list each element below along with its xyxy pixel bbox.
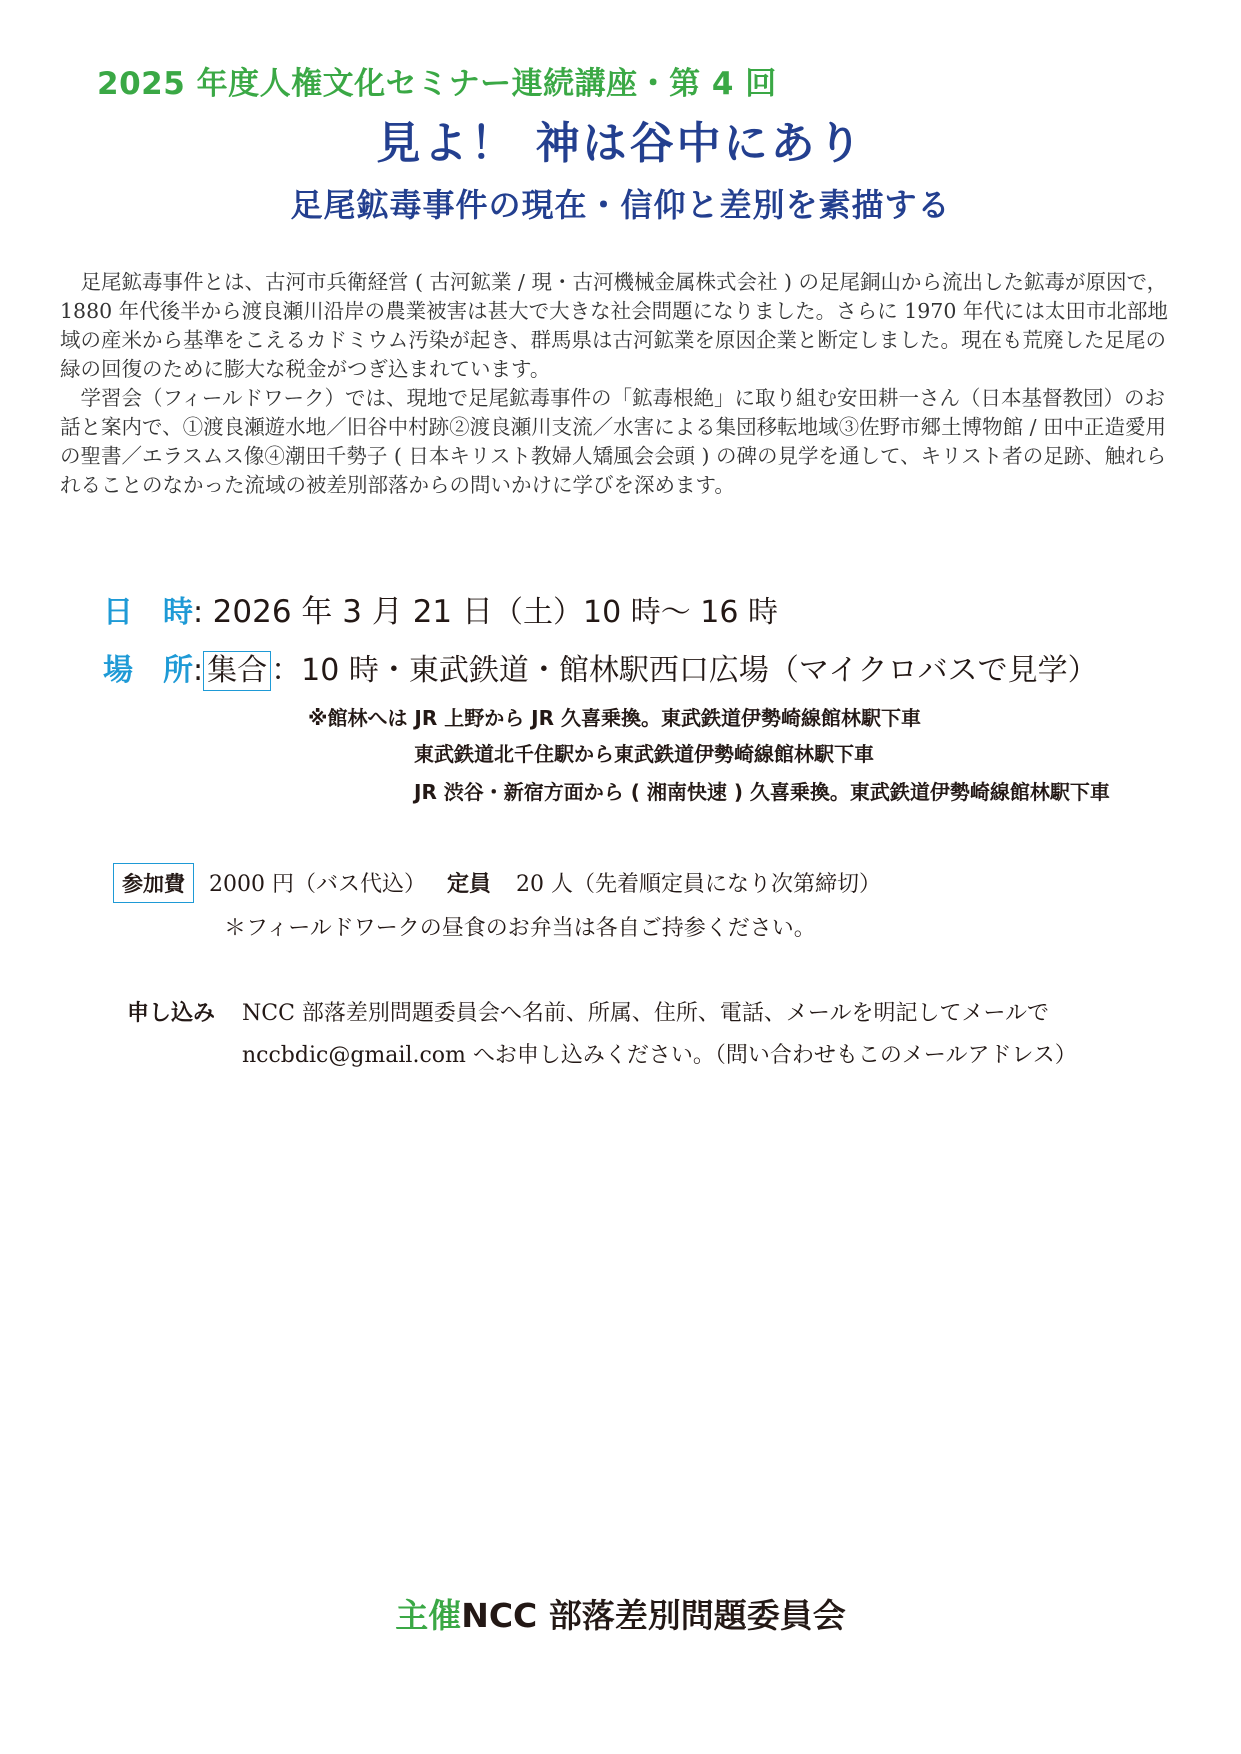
lunch-note: ＊フィールドワークの昼食のお弁当は各自ご持参ください。 — [224, 916, 816, 941]
access-note-3: JR 渋谷・新宿方面から ( 湘南快速 ) 久喜乗換。東武鉄道伊勢崎線館林駅下車 — [414, 780, 1110, 804]
description-paragraph-2: 学習会（フィールドワーク）では、現地で足尾鉱毒事件の「鉱毒根絶」に取り組む安田耕一さん（日本基督教団）のお話と案内で、①渡良瀬遊水地／旧谷中村跡②渡良瀬川支流／水害による集団移転地域③佐野市郷土博物館 / 田中正造愛用の聖書／エラスムス像④潮田千勢子 ( 日本キリスト教婦人矯風会会頭 ) の碑の見学を通して、キリスト者の足跡、触れられることのなかった流域の被差別部落からの問いかけに学びを深めます。 — [60, 386, 1167, 497]
host-name: NCC 部落差別問題委員会 — [461, 1596, 846, 1635]
datetime-colon: : — [193, 595, 204, 630]
description-paragraph-1: 足尾鉱毒事件とは、古河市兵衛経営 ( 古河鉱業 / 現・古河機械金属株式会社 ) の足尾銅山から流出した鉱毒が原因で，1880 年代後半から渡良瀬川沿岸の農業被害は甚大で大きな社会問題になりました。さらに 1970 年代には太田市北部地域の産米から基準をこえるカドミウム汚染が起き、群馬県は古河鉱業を原因企業と断定しました。現在も荒廃した足尾の緑の回復のために膨大な税金がつぎ込まれています。 — [60, 270, 1168, 381]
capacity-value: 20 人（先着順定員になり次第締切） — [516, 872, 881, 897]
apply-line-2: nccbdic@gmail.com へお申し込みください。（問い合わせもこのメールアドレス） — [242, 1043, 1077, 1068]
place-detail: ：10 時・東武鉄道・館林駅西口広場（マイクロバスで見学） — [271, 653, 1098, 688]
datetime-row — [103, 586, 778, 631]
datetime-label: 日 時 — [103, 595, 193, 630]
meeting-box: 集合 — [203, 651, 271, 691]
host-label: 主催 — [395, 1596, 462, 1635]
host — [0, 1590, 1241, 1637]
apply-line-1: NCC 部落差別問題委員会へ名前、所属、住所、電話、メールを明記してメールで — [242, 1001, 1050, 1026]
event-time: （土）10 時〜 16 時 — [493, 595, 778, 630]
fee-row — [113, 863, 881, 903]
event-date: 2026 年 3 月 21 日 — [212, 594, 493, 630]
apply-label: 申し込み — [127, 1001, 216, 1026]
capacity-label: 定員 — [446, 872, 491, 897]
fee-label: 参加費 — [113, 863, 194, 903]
place-label: 場 所 — [103, 653, 193, 688]
place-colon: : — [193, 653, 204, 688]
access-note-2: 東武鉄道北千住駅から東武鉄道伊勢崎線館林駅下車 — [414, 742, 874, 766]
place-row — [103, 645, 1098, 691]
access-note-1: ※館林へは JR 上野から JR 久喜乗換。東武鉄道伊勢崎線館林駅下車 — [308, 706, 921, 730]
page-title: 見よ！ 神は谷中にあり — [376, 118, 865, 169]
description — [60, 268, 1183, 500]
page-subtitle: 足尾鉱毒事件の現在・信仰と差別を素描する — [290, 186, 951, 224]
series-title: 2025 年度人権文化セミナー連続講座・第 4 回 — [97, 66, 777, 102]
fee-amount: 2000 円（バス代込） — [209, 872, 426, 897]
